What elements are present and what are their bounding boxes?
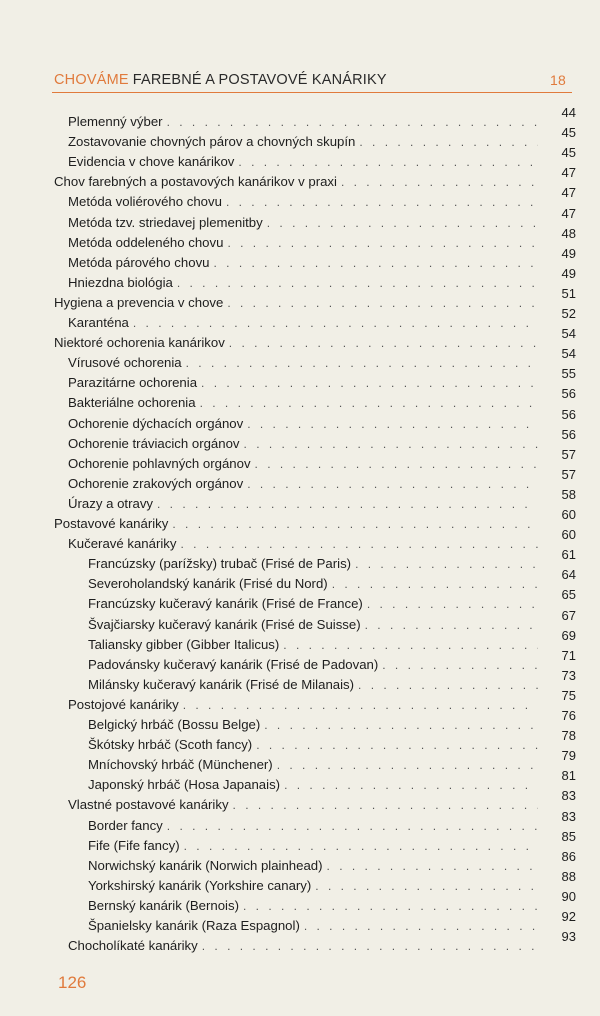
dot-leader [172, 514, 538, 534]
toc-entry [88, 775, 538, 795]
dot-leader [355, 554, 538, 574]
toc-entry-title: Chov farebných a postavových kanárikov v praxi [54, 174, 337, 190]
toc-entry-title: Border fancy [88, 817, 163, 833]
toc-entry-page: 47 [561, 205, 576, 221]
toc-entry-title: Ochorenie dýchacích orgánov [68, 415, 244, 431]
dot-leader [233, 795, 538, 815]
dot-leader [315, 876, 538, 896]
toc-entry-page: 56 [561, 406, 576, 422]
toc-entry-page: 52 [561, 306, 576, 321]
toc-entry-page: 76 [561, 708, 576, 723]
toc-entry [88, 574, 538, 594]
toc-entry [68, 192, 538, 212]
dot-leader [247, 474, 538, 494]
toc-entry-page: 47 [561, 185, 576, 201]
toc-entry-title: Ochorenie zrakových orgánov [68, 475, 244, 491]
toc-entry [68, 273, 538, 293]
dot-leader [167, 816, 538, 836]
toc-entry-page: 93 [561, 929, 576, 945]
dot-leader [226, 192, 538, 212]
toc-entry [54, 514, 538, 534]
toc-entry-page: 55 [561, 366, 576, 382]
toc-entry [68, 454, 538, 474]
toc-entry-page: 57 [561, 446, 576, 462]
toc-entry [88, 916, 538, 936]
toc-entry [68, 795, 538, 815]
toc-entry-title: Škótsky hrbáč (Scoth fancy) [88, 737, 253, 753]
dot-leader [201, 373, 538, 393]
toc-entry-title: Evidencia v chove kanárikov [68, 154, 235, 170]
dot-leader [382, 655, 538, 675]
toc-entry-page: 88 [561, 868, 576, 884]
dot-leader [184, 836, 538, 856]
toc-entry-page: 90 [561, 888, 576, 904]
toc-entry [88, 856, 538, 876]
toc-entry-title: Fife (Fife fancy) [88, 837, 180, 853]
toc-entry-page: 57 [561, 466, 576, 482]
dot-leader [157, 494, 538, 514]
toc-entry-title: Padovánsky kučeravý kanárik (Frisé de Padovan) [88, 656, 379, 672]
toc-entry [68, 936, 538, 956]
toc-entry [54, 293, 538, 313]
toc-entry-title: Hniezdna biológia [68, 274, 173, 290]
dot-leader [267, 213, 538, 233]
toc-entry-page: 86 [561, 848, 576, 864]
toc-entry-page: 81 [561, 768, 576, 784]
toc-entry-page: 83 [561, 808, 576, 824]
dot-leader [341, 172, 538, 192]
toc-entry-title: Metóda párového chovu [68, 254, 210, 270]
toc-entry-title: Bakteriálne ochorenia [68, 395, 196, 411]
toc-entry [68, 213, 538, 233]
toc-entry [88, 735, 538, 755]
toc-entry-page: 71 [561, 647, 576, 663]
header-rule [52, 92, 572, 93]
toc-entry [88, 836, 538, 856]
toc-entry-title: Francúzsky kučeravý kanárik (Frisé de France) [88, 596, 363, 612]
dot-leader [283, 635, 538, 655]
dot-leader [358, 675, 538, 695]
toc-entry-title: Postavové kanáriky [54, 516, 169, 531]
toc-entry [68, 132, 538, 152]
toc-entry [68, 393, 538, 413]
toc-entry-title: Yorkshirský kanárik (Yorkshire canary) [88, 877, 312, 893]
toc-entry-page: 69 [561, 627, 576, 643]
toc-entry [88, 554, 538, 574]
toc-entry-page: 58 [561, 486, 576, 502]
toc-entry-page: 79 [561, 748, 576, 764]
toc-entry [88, 896, 538, 916]
toc-entry [88, 594, 538, 614]
toc-entry-title: Chocholíkaté kanáriky [68, 938, 198, 954]
toc-entry-page: 56 [561, 426, 576, 442]
header-title: FAREBNÉ A POSTAVOVÉ KANÁRIKY [132, 72, 387, 88]
toc-entry [68, 373, 538, 393]
toc-entry-page: 49 [561, 265, 576, 281]
toc-entry-title: Vírusové ochorenia [68, 355, 182, 371]
toc-entry-title: Mníchovský hrbáč (Münchener) [88, 757, 273, 773]
toc-entry-page: 51 [561, 285, 576, 301]
dot-leader [200, 393, 538, 413]
toc-entry-title: Francúzsky (parížsky) trubač (Frisé de Paris) [88, 556, 352, 572]
toc-entry [88, 655, 538, 675]
toc-entry-page: 48 [561, 225, 576, 241]
toc-entry-title: Postojové kanáriky [68, 696, 179, 712]
toc-entry [68, 534, 538, 554]
toc-entry-page: 47 [561, 165, 576, 181]
toc-entry [68, 152, 538, 172]
toc-entry-title: Taliansky gibber (Gibber Italicus) [88, 636, 280, 652]
toc-entry-title: Španielsky kanárik (Raza Espagnol) [88, 918, 300, 933]
toc-entry-title: Kučeravé kanáriky [68, 536, 177, 552]
toc-entry-page: 85 [561, 828, 576, 844]
toc-entry-page: 73 [561, 667, 576, 683]
dot-leader [277, 755, 538, 775]
toc-entry-page: 54 [561, 346, 576, 362]
toc-entry-page: 49 [561, 245, 576, 261]
toc-entry [88, 675, 538, 695]
dot-leader [227, 233, 538, 253]
toc-entry [68, 313, 538, 333]
toc-entry-title: Zostavovanie chovných párov a chovných skupín [68, 134, 356, 150]
toc-entry-page: 75 [561, 687, 576, 703]
dot-leader [255, 454, 538, 474]
toc-entry-page: 92 [561, 909, 576, 924]
toc-entry [54, 172, 538, 192]
dot-leader [304, 916, 538, 936]
toc-entry-title: Niektoré ochorenia kanárikov [54, 335, 225, 351]
toc-entry-title: Ochorenie tráviacich orgánov [68, 435, 240, 451]
toc-entry-title: Plemenný výber [68, 114, 163, 129]
toc-entry-title: Parazitárne ochorenia [68, 375, 198, 391]
dot-leader [365, 615, 538, 635]
toc-entry-page: 54 [561, 326, 576, 342]
toc-entry-title: Severoholandský kanárik (Frisé du Nord) [88, 576, 328, 592]
toc-entry-title: Karanténa [68, 315, 129, 330]
page-number: 126 [58, 973, 87, 992]
toc-entry-title: Japonský hrbáč (Hosa Japanais) [88, 777, 281, 793]
dot-leader [359, 132, 538, 152]
dot-leader [229, 333, 538, 353]
toc-entry-page: 45 [561, 125, 576, 141]
toc-entry [68, 253, 538, 273]
toc-entry [68, 233, 538, 253]
toc-entry-page: 78 [561, 728, 576, 744]
dot-leader [133, 313, 538, 333]
dot-leader [327, 856, 538, 876]
toc-entry-title: Vlastné postavové kanáriky [68, 797, 229, 813]
dot-leader [177, 273, 538, 293]
toc-entry-page: 61 [561, 547, 576, 563]
toc-entry [68, 112, 538, 132]
toc-entry-title: Úrazy a otravy [68, 495, 154, 511]
dot-leader [167, 112, 538, 132]
dot-leader [284, 775, 538, 795]
toc-entry-title: Metóda oddeleného chovu [68, 234, 224, 250]
dot-leader [244, 434, 538, 454]
toc-entry-title: Hygiena a prevencia v chove [54, 294, 224, 310]
dot-leader [367, 594, 538, 614]
toc-entry [68, 695, 538, 715]
toc-entry-page: 67 [561, 607, 576, 623]
header-accent: CHOVÁME [54, 72, 129, 88]
toc-entry-title: Norwichský kanárik (Norwich plainhead) [88, 857, 323, 873]
toc-entry [88, 635, 538, 655]
toc-entry [88, 755, 538, 775]
toc-entry-title: Bernský kanárik (Bernois) [88, 897, 239, 913]
dot-leader [264, 715, 538, 735]
toc-entry-page: 65 [561, 587, 576, 603]
toc-entry-title: Švajčiarsky kučeravý kanárik (Frisé de Suisse) [88, 616, 361, 632]
dot-leader [186, 353, 538, 373]
toc-entry-title: Metóda voliérového chovu [68, 194, 222, 210]
dot-leader [180, 534, 538, 554]
toc-entry [88, 876, 538, 896]
header-page-ref: 18 [550, 72, 566, 88]
toc-entry-page: 56 [561, 386, 576, 402]
running-header [54, 72, 572, 92]
dot-leader [183, 695, 538, 715]
toc-entry-page: 60 [561, 507, 576, 522]
toc-entry-page: 83 [561, 788, 576, 804]
toc-entry-title: Ochorenie pohlavných orgánov [68, 455, 251, 471]
toc-entry-title: Metóda tzv. striedavej plemenitby [68, 214, 263, 230]
dot-leader [256, 735, 538, 755]
toc-entry [88, 816, 538, 836]
toc-entry [68, 494, 538, 514]
dot-leader [243, 896, 538, 916]
toc-entry [54, 333, 538, 353]
toc-entry-page: 44 [561, 105, 576, 120]
dot-leader [214, 253, 539, 273]
dot-leader [332, 574, 538, 594]
toc-entry-page: 64 [561, 567, 576, 583]
toc-entry-title: Belgický hrbáč (Bossu Belge) [88, 717, 261, 732]
toc-entry [68, 414, 538, 434]
toc-entry [68, 434, 538, 454]
dot-leader [247, 414, 538, 434]
toc-entry [88, 615, 538, 635]
toc-entry-page: 60 [561, 527, 576, 543]
toc-entry [88, 715, 538, 735]
toc-entry-page: 45 [561, 145, 576, 161]
toc-entry-title: Milánsky kučeravý kanárik (Frisé de Milanais) [88, 676, 355, 692]
toc-entry [68, 353, 538, 373]
toc-entry [68, 474, 538, 494]
dot-leader [238, 152, 538, 172]
dot-leader [227, 293, 538, 313]
dot-leader [202, 936, 538, 956]
